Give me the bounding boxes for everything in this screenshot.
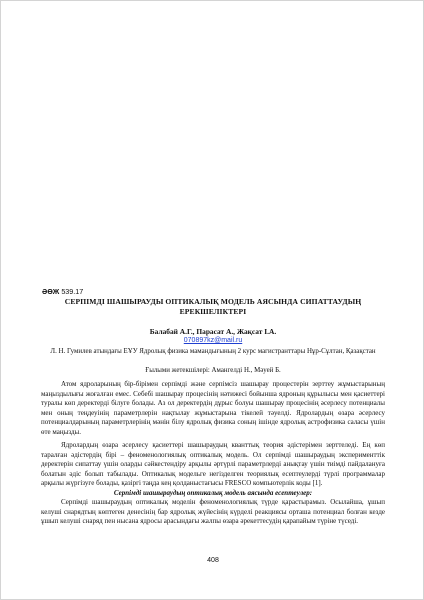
body-paragraph: Серпімді шашыраудың оптикалық моделін феноменологиялық түрде қарастырамыз. Осылайша, ұшып келуші снарядтың көптеген денесінің бар ядролық жүйесінің күрделі реакциясы орташа потенциал болған кезде ұшып келуші снаряд пен нысана ядросы арасындағы жалпы өзара әрекеттесудің қарапайым түріне түседі. bbox=[41, 498, 385, 525]
page-number: 408 bbox=[207, 557, 219, 564]
section-heading: Серпімді шашыраудың оптикалық модель аясында есептеулер: bbox=[113, 488, 313, 497]
paper-title: СЕРПІМДІ ШАШЫРАУДЫ ОПТИКАЛЫҚ МОДЕЛЬ АЯСЫНДА СИПАТТАУДЫҢ ЕРЕКШЕЛІКТЕРІ bbox=[64, 297, 362, 316]
paper-body bbox=[41, 380, 385, 531]
scientific-advisors: Ғылыми жетекшілері: Амангелді Н., Мәуей Б. bbox=[145, 367, 281, 374]
udk-label: ӘӨЖ bbox=[42, 287, 60, 296]
author-affiliation: Л. Н. Гумилев атындағы ЕҰУ Ядролық физика мамандығының 2 курс магистранттары Нұр-Сұлтан, Қазақстан bbox=[50, 348, 376, 355]
udk-code bbox=[42, 287, 83, 296]
author-email-link[interactable]: 070897kz@mail.ru bbox=[183, 337, 243, 344]
udk-number: 539.17 bbox=[61, 287, 84, 296]
body-paragraph: Ядролардың өзара әсерлесу қасиеттері шашыраудың кванттық теория әдістерімен зерттеледі. Ең көп таралған әдістердің бірі – феноменологиялық оптикалық модель. Ол серпімді шашыраудың эксперименттік деректерін сипаттау үшін оларды сәйкестендіру арқылы әртүрлі параметрлерді анықтау үшін тиімді пайдалануға болатын әдіс болып табылады. Оптикалық модельге негізделген теориялық есептеулерді түрлі программалар арқылы жүргізуге болады, қазіргі таңда кең қолданыстағысы FRESCO компьютерлік коды [1]. bbox=[41, 441, 385, 487]
author-list: Балабай А.Г., Парасат А., Жақсат І.А. bbox=[149, 327, 277, 336]
body-paragraph: Атом ядроларының бір-бірімен серпімді және серпімсіз шашырау процестерін зерттеу жұмыстарының маңыздылығы жоғалған емес. Себебі шашырау процесінің нәтижесі бойынша ядроның құрылысы мен қасиеттері туралы көп деректерді білуге болады. Аз ол деректердің дұрыс болуы шашырау процесінің әсерлесу потенциалы мен оның теңдеуінің параметрлерін нақтылау жұмыстарына тікелей тәуелді. Ядролардың өзара әсерлесу потенциалдарының параметрлерінің мәнін білу ядролық физика соның ішінде ядролық астрофизика саласы үшін өте маңызды. bbox=[41, 380, 385, 436]
